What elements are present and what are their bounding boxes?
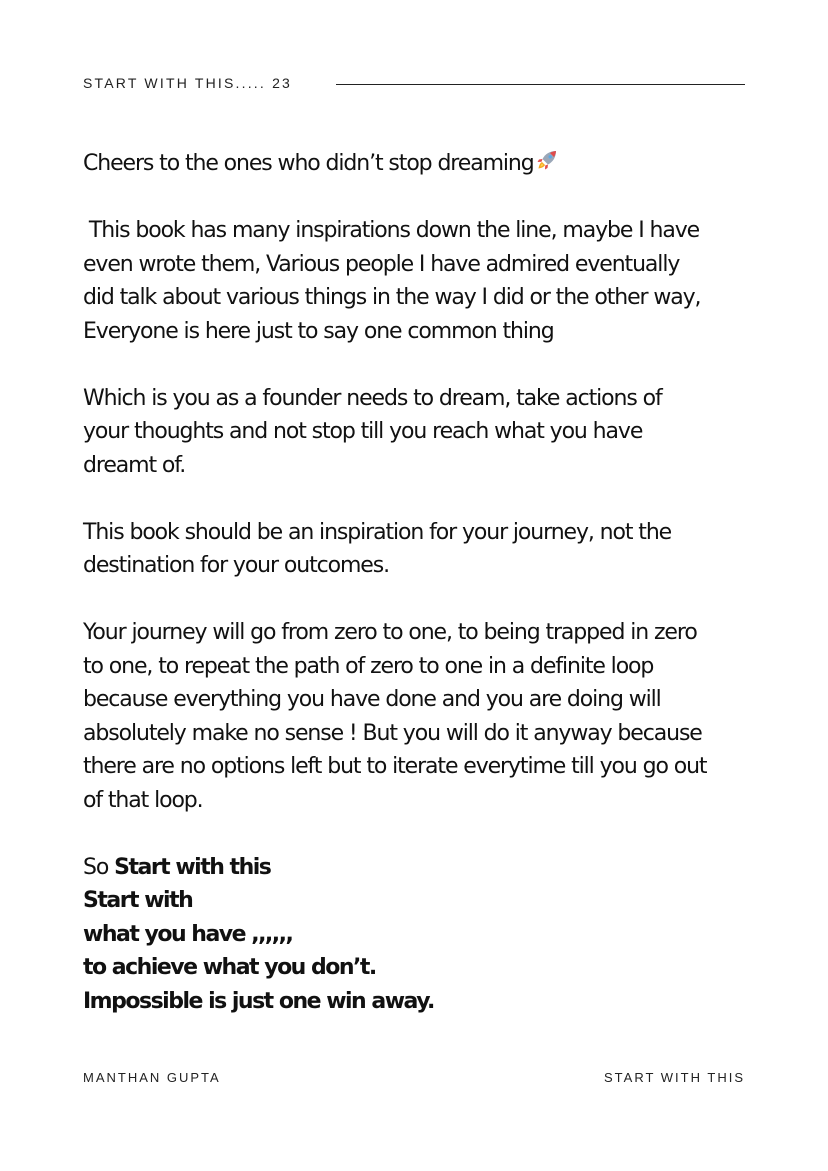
- closing-line: [83, 851, 753, 885]
- footer-author: MANTHAN GUPTA: [83, 1070, 221, 1085]
- paragraph-inspirations: [83, 214, 753, 348]
- text-line: Which is you as a founder needs to dream, take actions of: [83, 385, 662, 411]
- intro-line: [83, 147, 753, 181]
- text-line: This book has many inspirations down the line, maybe I have: [83, 218, 700, 243]
- text-line: Everyone is here just to say one common thing: [83, 318, 554, 344]
- page-header: [83, 72, 745, 94]
- running-title: START WITH THIS..... 23: [83, 75, 293, 91]
- paragraph-inspiration-journey: [83, 516, 753, 583]
- text-line: even wrote them, Various people I have admired eventually: [83, 251, 680, 277]
- paragraph-zero-to-one: [83, 616, 753, 817]
- page-body: [83, 147, 753, 1018]
- closing-bold-title: Start with this: [114, 854, 271, 880]
- closing-statement: [83, 851, 753, 1019]
- closing-prefix: So: [83, 854, 115, 880]
- text-line: because everything you have done and you are doing will: [83, 687, 661, 712]
- text-line: destination for your outcomes.: [83, 553, 389, 578]
- intro-text: Cheers to the ones who didn’t stop dreaming: [83, 151, 534, 176]
- closing-line: Start with: [83, 888, 193, 913]
- closing-line: what you have ,,,,,,: [83, 921, 293, 947]
- closing-line: Impossible is just one win away.: [83, 988, 434, 1014]
- paragraph-founder: [83, 382, 753, 483]
- text-line: absolutely make no sense ! But you will do it anyway because: [83, 720, 702, 746]
- footer-book-title: START WITH THIS: [604, 1070, 745, 1085]
- closing-line: to achieve what you don’t.: [83, 955, 376, 980]
- intro-paragraph: [83, 147, 753, 181]
- rocket-icon: [535, 148, 559, 172]
- text-line: to one, to repeat the path of zero to one in a definite loop: [83, 653, 654, 679]
- text-line: your thoughts and not stop till you reach what you have: [83, 419, 643, 444]
- text-line: dreamt of.: [83, 452, 186, 478]
- text-line: This book should be an inspiration for your journey, not the: [83, 519, 672, 545]
- text-line: did talk about various things in the way I did or the other way,: [83, 285, 701, 310]
- text-line: there are no options left but to iterate everytime till you go out: [83, 754, 707, 779]
- header-rule: [336, 84, 745, 85]
- text-line: of that loop.: [83, 787, 203, 813]
- text-line: Your journey will go from zero to one, to being trapped in zero: [83, 620, 697, 645]
